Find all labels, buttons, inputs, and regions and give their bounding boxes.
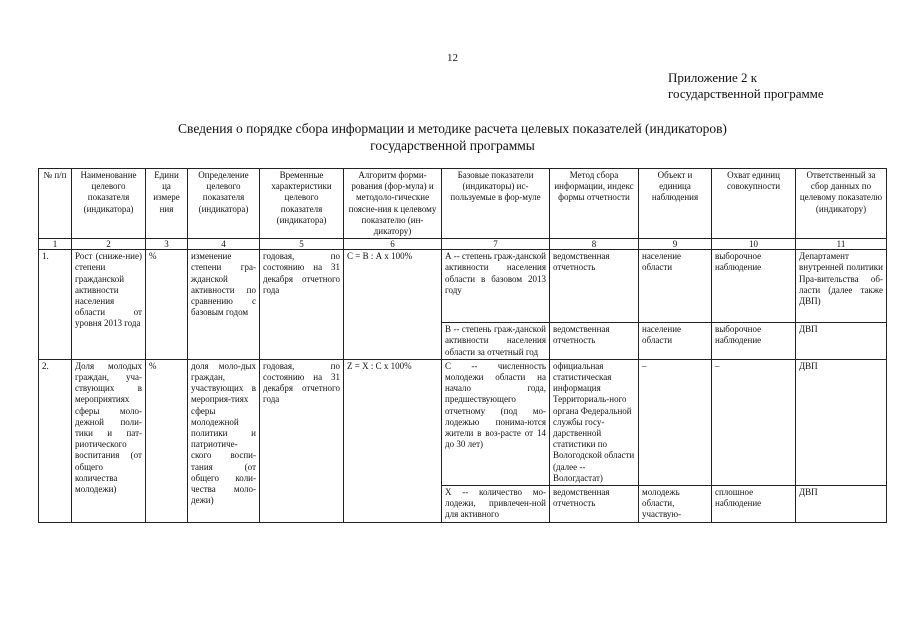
header-row [39, 169, 887, 239]
title-line-2: государственной программы [370, 138, 535, 153]
column-number: 4 [188, 239, 260, 250]
indicator-definition: доля моло-дых граждан, участвующих в мероприя-тиях сферы молодежной политики и патриотиче-ского воспи-тания (от общего коли-чества моло-дежи) [188, 359, 260, 522]
column-number: 3 [146, 239, 188, 250]
row-number: 1. [39, 250, 72, 360]
title-line-1: Сведения о порядке сбора информации и методике расчета целевых показателей (индикаторов) [178, 121, 727, 136]
column-number: 7 [442, 239, 550, 250]
document-title [60, 120, 845, 154]
column-number: 11 [796, 239, 887, 250]
header-cell: Метод сбора информации, индекс формы отчетности [550, 169, 639, 239]
table-row [39, 250, 887, 323]
indicator-unit: % [146, 359, 188, 522]
header-cell: Базовые показатели (индикаторы) ис-пользуемые в фор-муле [442, 169, 550, 239]
indicator-name: Рост (сниже-ние) степени гражданской активности населения области от уровня 2013 года [72, 250, 146, 360]
header-cell: Временные характеристики целевого показателя (индикатора) [260, 169, 344, 239]
indicators-table [38, 168, 887, 523]
page-number: 12 [447, 52, 458, 64]
collection-method: официальная статистическая информация Территориаль-ного органа Федеральной службы госу-дарственной статистики по Вологодской области (далее -- Вологдастат) [550, 359, 639, 485]
observation-object: молодежь области, участвую- [639, 486, 712, 523]
row-number: 2. [39, 359, 72, 522]
column-number-row [39, 239, 887, 250]
column-number: 6 [344, 239, 442, 250]
observation-object: население области [639, 250, 712, 323]
responsible: ДВП [796, 486, 887, 523]
base-indicator: С -- численность молодежи области на начало года, предшествующего отчетному (под мо-лодежью понима-ются жители в воз-расте от 14 до 30 лет) [442, 359, 550, 485]
responsible: ДВП [796, 359, 887, 485]
header-cell: Едини ца измере ния [146, 169, 188, 239]
header-cell: № п/п [39, 169, 72, 239]
base-indicator: А -- степень граж-данской активности населения области в базовом 2013 году [442, 250, 550, 323]
collection-method: ведомственная отчетность [550, 486, 639, 523]
appendix-header [668, 70, 824, 102]
indicator-formula: С = В : А х 100% [344, 250, 442, 360]
indicator-definition: изменение степени гра-жданской активности по сравнению с базовым годом [188, 250, 260, 360]
collection-method: ведомственная отчетность [550, 250, 639, 323]
table-row [39, 359, 887, 485]
observation-object: – [639, 359, 712, 485]
header-cell: Алгоритм форми-рования (фор-мула) и методоло-гические поясне-ния к целевому показателю (ин-дикатору) [344, 169, 442, 239]
indicator-unit: % [146, 250, 188, 360]
base-indicator: В -- степень граж-данской активности населения области за отчетный год [442, 323, 550, 360]
observation-object: население области [639, 323, 712, 360]
column-number: 9 [639, 239, 712, 250]
header-cell: Наименование целевого показателя (индикатора) [72, 169, 146, 239]
responsible: Департамент внутренней политики Пра-вительства об-ласти (далее также ДВП) [796, 250, 887, 323]
header-cell: Охват единиц совокупности [712, 169, 796, 239]
header-cell: Объект и единица наблюдения [639, 169, 712, 239]
column-number: 8 [550, 239, 639, 250]
coverage: сплошное наблюдение [712, 486, 796, 523]
indicator-name: Доля молодых граждан, уча-ствующих в мероприятиях сферы моло-дежной поли-тики и пат-риотического воспитания (от общего количества молодежи) [72, 359, 146, 522]
indicator-time: годовая, по состоянию на 31 декабря отчетного года [260, 250, 344, 360]
column-number: 1 [39, 239, 72, 250]
indicator-time: годовая, по состоянию на 31 декабря отчетного года [260, 359, 344, 522]
collection-method: ведомственная отчетность [550, 323, 639, 360]
base-indicator: Х -- количество мо-лодежи, привлечен-ной для активного [442, 486, 550, 523]
indicator-formula: Z = X : С х 100% [344, 359, 442, 522]
responsible: ДВП [796, 323, 887, 360]
header-cell: Определение целевого показателя (индикатора) [188, 169, 260, 239]
appendix-line-1: Приложение 2 к [668, 70, 758, 85]
column-number: 2 [72, 239, 146, 250]
column-number: 10 [712, 239, 796, 250]
header-cell: Ответственный за сбор данных по целевому показателю (индикатору) [796, 169, 887, 239]
coverage: выборочное наблюдение [712, 250, 796, 323]
appendix-line-2: государственной программе [668, 86, 824, 101]
column-number: 5 [260, 239, 344, 250]
coverage: выборочное наблюдение [712, 323, 796, 360]
coverage: – [712, 359, 796, 485]
